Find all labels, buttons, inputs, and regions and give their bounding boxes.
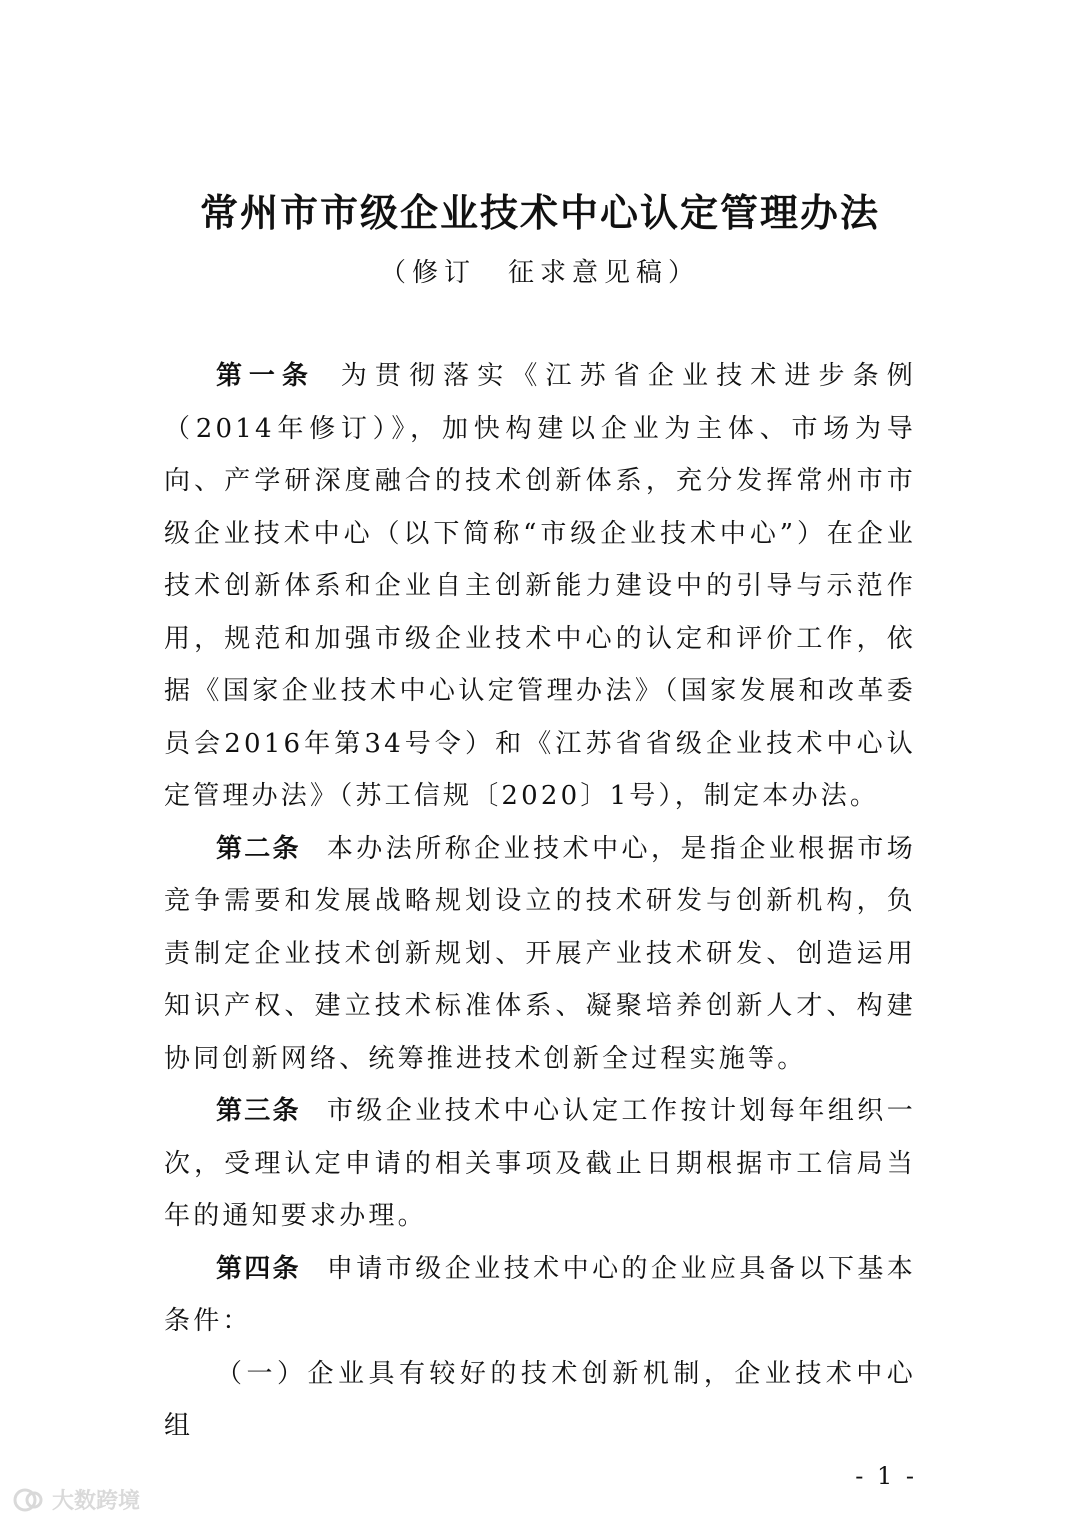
article-1 [164, 350, 916, 823]
page-number: - 1 - [855, 1462, 917, 1490]
document-title: 常州市市级企业技术中心认定管理办法 [199, 191, 880, 235]
article-label: 第二条 [216, 833, 301, 864]
document-body [164, 350, 916, 1453]
article-label: 第三条 [216, 1096, 301, 1126]
watermark [12, 1484, 140, 1515]
article-text: 市级企业技术中心认定工作按计划每年组织一次，受理认定申请的相关事项及截止日期根据市工信局当年的通知要求办理。 [164, 1096, 916, 1231]
article-label: 第四条 [216, 1253, 301, 1284]
item-1: （一）企业具有较好的技术创新机制，企业技术中心组 [164, 1358, 916, 1441]
article-label: 第一条 [216, 361, 315, 391]
watermark-text: 大数跨境 [52, 1489, 141, 1514]
document-subtitle: （修订 征求意见稿） [379, 258, 700, 288]
article-4 [164, 1243, 916, 1348]
article-2 [164, 823, 916, 1086]
article-3 [164, 1085, 916, 1243]
article-text: 本办法所称企业技术中心，是指企业根据市场竞争需要和发展战略规划设立的技术研发与创新机构，负责制定企业技术创新规划、开展产业技术研发、创造运用知识产权、建立技术标准体系、凝聚培养创新人才、构建协同创新网络、统筹推进技术创新全过程实施等。 [164, 833, 916, 1074]
article-text: 申请市级企业技术中心的企业应具备以下基本条件： [164, 1253, 916, 1336]
article-text: 为贯彻落实《江苏省企业技术进步条例（2014年修订）》，加快构建以企业为主体、市场为导向、产学研深度融合的技术创新体系，充分发挥常州市市级企业技术中心（以下简称“市级企业技术中心”）在企业技术创新体系和企业自主创新能力建设中的引导与示范作用，规范和加强市级企业技术中心的认定和评价工作，依据《国家企业技术中心认定管理办法》（国家发展和改革委员会2016年第34号令）和《江苏省省级企业技术中心认定管理办法》（苏工信规〔2020〕1号），制定本办法。 [164, 361, 916, 811]
watermark-logo-icon [12, 1487, 46, 1513]
